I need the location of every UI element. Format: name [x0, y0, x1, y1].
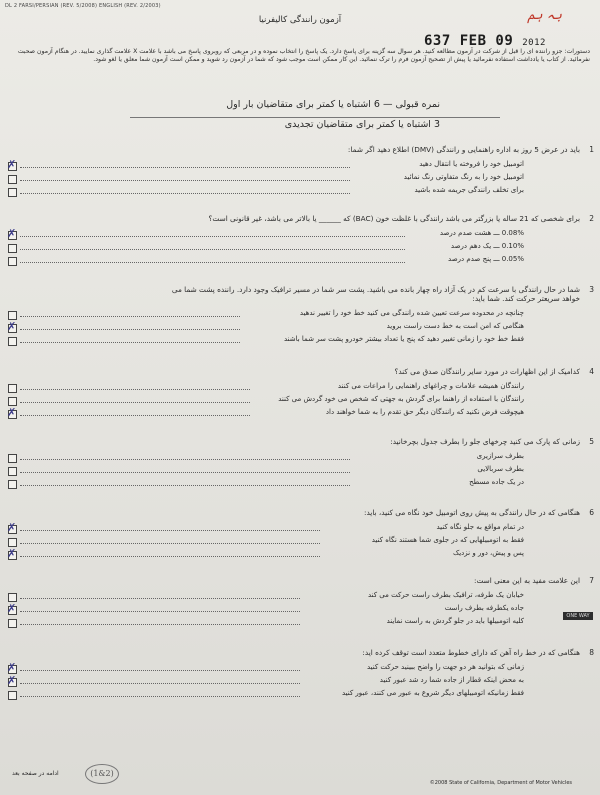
- answer-option[interactable]: [4, 322, 594, 333]
- question-text: هنگامی که در حال رانندگی به پیش روی اتومبیل خود نگاه می کنید، باید:: [364, 508, 580, 517]
- dotted-leader: [20, 472, 350, 473]
- dotted-leader: [20, 262, 405, 263]
- question-number: 8: [589, 648, 594, 657]
- passing-score-first-time: نمره قبولی — 6 اشتباه یا کمتر برای متقاضیان بار اول: [226, 99, 440, 110]
- instructions: دستورات: جزو راننده ای را قبل از شرکت در آزمون مطالعه کنید. هر سوال سه گزینه برای پاسخ دارد. یک پاسخ را انتخاب نموده و در مربعی که روبروی پاسخ می باشد با علامت X علامت گذاری نمایید. در هنگام آزمون صحبت نفرمائید. از کتاب یا یادداشت استفاده نفرمائید یا پیش از تصحیح آزمون فرم را ترک ننمائید. این کار ممکن است موجب شود که شما در آزمون رد شوید و ممکن است آزمون شما معلق یا لغو شود.: [17, 48, 590, 63]
- answer-text: فقط خط خود را زمانی تغییر دهید که پنج یا تعداد بیشتر خودرو پشت سر شما باشند: [283, 335, 524, 343]
- question-number: 3: [589, 285, 594, 294]
- answer-option[interactable]: [4, 465, 594, 476]
- answer-text: کلیه اتومبیلها باید در جلو گردش به راست نمایند: [386, 617, 524, 625]
- exam-title: آزمون رانندگی کالیفرنیا: [258, 15, 342, 25]
- answer-option[interactable]: [4, 478, 594, 489]
- answer-text: اتومبیل خود را فروخته یا انتقال دهید: [419, 160, 524, 168]
- question-text: کدامیک از این اظهارات در مورد سایر رانندگان صدق می کند؟: [394, 367, 580, 376]
- answer-option[interactable]: [4, 242, 594, 253]
- question-number: 5: [589, 437, 594, 446]
- answer-text: خیابان یک طرفه، ترافیک بطرف راست حرکت می کند: [367, 591, 524, 599]
- answer-text: 0.05% ـــ پنج صدم درصد: [448, 255, 524, 263]
- answer-text: برای تخلف رانندگی جریمه شده باشید: [414, 186, 524, 194]
- answer-option[interactable]: [4, 617, 594, 628]
- answer-option[interactable]: [4, 382, 594, 393]
- answer-option[interactable]: [4, 229, 594, 240]
- one-way-sign-icon: ONE WAY: [563, 612, 593, 620]
- checked-box-icon[interactable]: [8, 606, 17, 615]
- question-number: 6: [589, 508, 594, 517]
- dotted-leader: [20, 249, 405, 250]
- checked-box-icon[interactable]: [8, 324, 17, 333]
- form-code: DL 2 FARSI/PERSIAN (REV. 5/2008) ENGLISH (REV. 2/2003): [5, 3, 161, 9]
- answer-option[interactable]: [4, 408, 594, 419]
- checkbox-icon[interactable]: [8, 175, 17, 184]
- dotted-leader: [20, 415, 250, 416]
- question-number: 2: [589, 214, 594, 223]
- page-note: (1&2): [85, 764, 119, 784]
- checkbox-icon[interactable]: [8, 257, 17, 266]
- question-text: هنگامی که در خط راه آهن که دارای خطوط متعدد است توقف کرده اید:: [362, 648, 580, 657]
- checkbox-icon[interactable]: [8, 188, 17, 197]
- checked-box-icon[interactable]: [8, 678, 17, 687]
- dotted-leader: [20, 556, 320, 557]
- answer-option[interactable]: [4, 591, 594, 602]
- dotted-leader: [20, 193, 350, 194]
- question-number: 1: [589, 145, 594, 154]
- date-stamp: [424, 33, 546, 49]
- answer-option[interactable]: [4, 676, 594, 687]
- dotted-leader: [20, 329, 240, 330]
- checked-box-icon[interactable]: [8, 231, 17, 240]
- answer-option[interactable]: [4, 335, 594, 346]
- checkbox-icon[interactable]: [8, 538, 17, 547]
- answer-option[interactable]: [4, 536, 594, 547]
- answer-option[interactable]: [4, 452, 594, 463]
- answer-option[interactable]: [4, 395, 594, 406]
- question-text: شما در حال رانندگی با سرعت کم در یک آزاد راه چهار بانده می باشید. پشت سر شما در مسیر ترافیک وجود دارد. راننده پشت شما می: [171, 285, 580, 294]
- checkbox-icon[interactable]: [8, 244, 17, 253]
- dotted-leader: [20, 485, 350, 486]
- checkbox-icon[interactable]: [8, 593, 17, 602]
- question-number: 4: [589, 367, 594, 376]
- answer-text: بطرف سربالایی: [477, 465, 524, 473]
- answer-text: هنگامی که امن است به خط دست راست بروید: [386, 322, 524, 330]
- checkbox-icon[interactable]: [8, 619, 17, 628]
- question-text: باید در عرض 5 روز به اداره راهنمایی و رانندگی (DMV) اطلاع دهید اگر شما:: [347, 145, 580, 154]
- checked-box-icon[interactable]: [8, 162, 17, 171]
- dotted-leader: [20, 683, 300, 684]
- dotted-leader: [20, 342, 240, 343]
- answer-option[interactable]: [4, 523, 594, 534]
- checkbox-icon[interactable]: [8, 311, 17, 320]
- answer-option[interactable]: [4, 663, 594, 674]
- question-text: خواهد سریعتر حرکت کند. شما باید:: [472, 294, 580, 303]
- checkbox-icon[interactable]: [8, 691, 17, 700]
- dotted-leader: [20, 389, 250, 390]
- handwritten-note: بہ ہم: [527, 8, 562, 23]
- answer-text: رانندگان همیشه علامات و چراغهای راهنمایی را مراعات می کنند: [337, 382, 524, 390]
- checkbox-icon[interactable]: [8, 480, 17, 489]
- passing-score-retake: 3 اشتباه یا کمتر برای متقاضیان تجدیدی: [284, 119, 440, 130]
- dotted-leader: [20, 459, 350, 460]
- dotted-leader: [20, 696, 300, 697]
- checkbox-icon[interactable]: [8, 454, 17, 463]
- answer-text: در یک جاده مسطح: [469, 478, 524, 486]
- checkbox-icon[interactable]: [8, 397, 17, 406]
- answer-option[interactable]: [4, 549, 594, 560]
- answer-text: به محض اینکه قطار از جاده شما رد شد عبور کنید: [379, 676, 524, 684]
- answer-text: در تمام مواقع به جلو نگاه کنید: [436, 523, 524, 531]
- answer-text: جاده یکطرفه بطرف راست: [444, 604, 524, 612]
- stamp-year: 2012: [522, 38, 546, 48]
- checked-box-icon[interactable]: [8, 410, 17, 419]
- answer-text: رانندگان با استفاده از راهنما برای گردش به جهتی که شخص می خود گردش می کنند: [278, 395, 524, 403]
- answer-option[interactable]: [4, 186, 594, 197]
- answer-text: پس و پیش، دور و نزدیک: [452, 549, 524, 557]
- answer-text: هیچوقت فرض نکنید که رانندگان دیگر حق تقدم را به شما خواهند داد: [325, 408, 524, 416]
- question-text: برای شخصی که 21 ساله یا بزرگتر می باشد رانندگی با غلظت خون (BAC) که ______ یا بالاتر می باشد، غیر قانونی است؟: [208, 214, 580, 223]
- answer-option[interactable]: [4, 309, 594, 320]
- answer-option[interactable]: [4, 255, 594, 266]
- answer-option[interactable]: [4, 604, 594, 615]
- checked-box-icon[interactable]: [8, 551, 17, 560]
- answer-option[interactable]: [4, 173, 594, 184]
- copyright: ©2008 State of California, Department of Motor Vehicles: [429, 780, 572, 786]
- answer-text: بطرف سرازیری: [476, 452, 524, 460]
- stamp-date: 637 FEB 09: [424, 33, 514, 49]
- answer-text: فقط به اتومبیلهایی که در جلوی شما هستند نگاه کنید: [371, 536, 524, 544]
- question-text: زمانی که پارک می کنید چرخهای جلو را بطرف جدول بچرخانید:: [390, 437, 580, 446]
- question-number: 7: [589, 576, 594, 585]
- answer-text: 0.08% ـــ هشت صدم درصد: [439, 229, 524, 237]
- dotted-leader: [20, 236, 405, 237]
- checkbox-icon[interactable]: [8, 337, 17, 346]
- answer-option[interactable]: [4, 160, 594, 171]
- passing-score: [150, 95, 440, 135]
- dotted-leader: [20, 624, 300, 625]
- answer-text: چنانچه در محدوده سرعت تعیین شده رانندگی می کنید خط خود را تغییر ندهید: [299, 309, 524, 317]
- answer-text: زمانی که بتوانید هر دو جهت را واضح ببینید حرکت کنید: [366, 663, 524, 671]
- checked-box-icon[interactable]: [8, 525, 17, 534]
- checked-box-icon[interactable]: [8, 665, 17, 674]
- dotted-leader: [20, 180, 350, 181]
- dotted-leader: [20, 543, 320, 544]
- dotted-leader: [20, 598, 300, 599]
- checkbox-icon[interactable]: [8, 384, 17, 393]
- dotted-leader: [20, 611, 300, 612]
- answer-text: فقط زمانیکه اتومبیلهای دیگر شروع به عبور می کنند، عبور کنید: [341, 689, 524, 697]
- dotted-leader: [20, 530, 320, 531]
- checkbox-icon[interactable]: [8, 467, 17, 476]
- answer-text: 0.10% ـــ یک دهم درصد: [450, 242, 524, 250]
- divider: [130, 117, 500, 118]
- answer-text: اتومبیل خود را به رنگ متفاوتی رنگ نمائید: [403, 173, 524, 181]
- dotted-leader: [20, 316, 240, 317]
- dotted-leader: [20, 402, 250, 403]
- answer-option[interactable]: [4, 689, 594, 700]
- continued-note: ادامه در صفحه بعد: [12, 770, 59, 777]
- dotted-leader: [20, 167, 350, 168]
- dotted-leader: [20, 670, 300, 671]
- question-text: این علامت مفید به این معنی است:: [474, 576, 580, 585]
